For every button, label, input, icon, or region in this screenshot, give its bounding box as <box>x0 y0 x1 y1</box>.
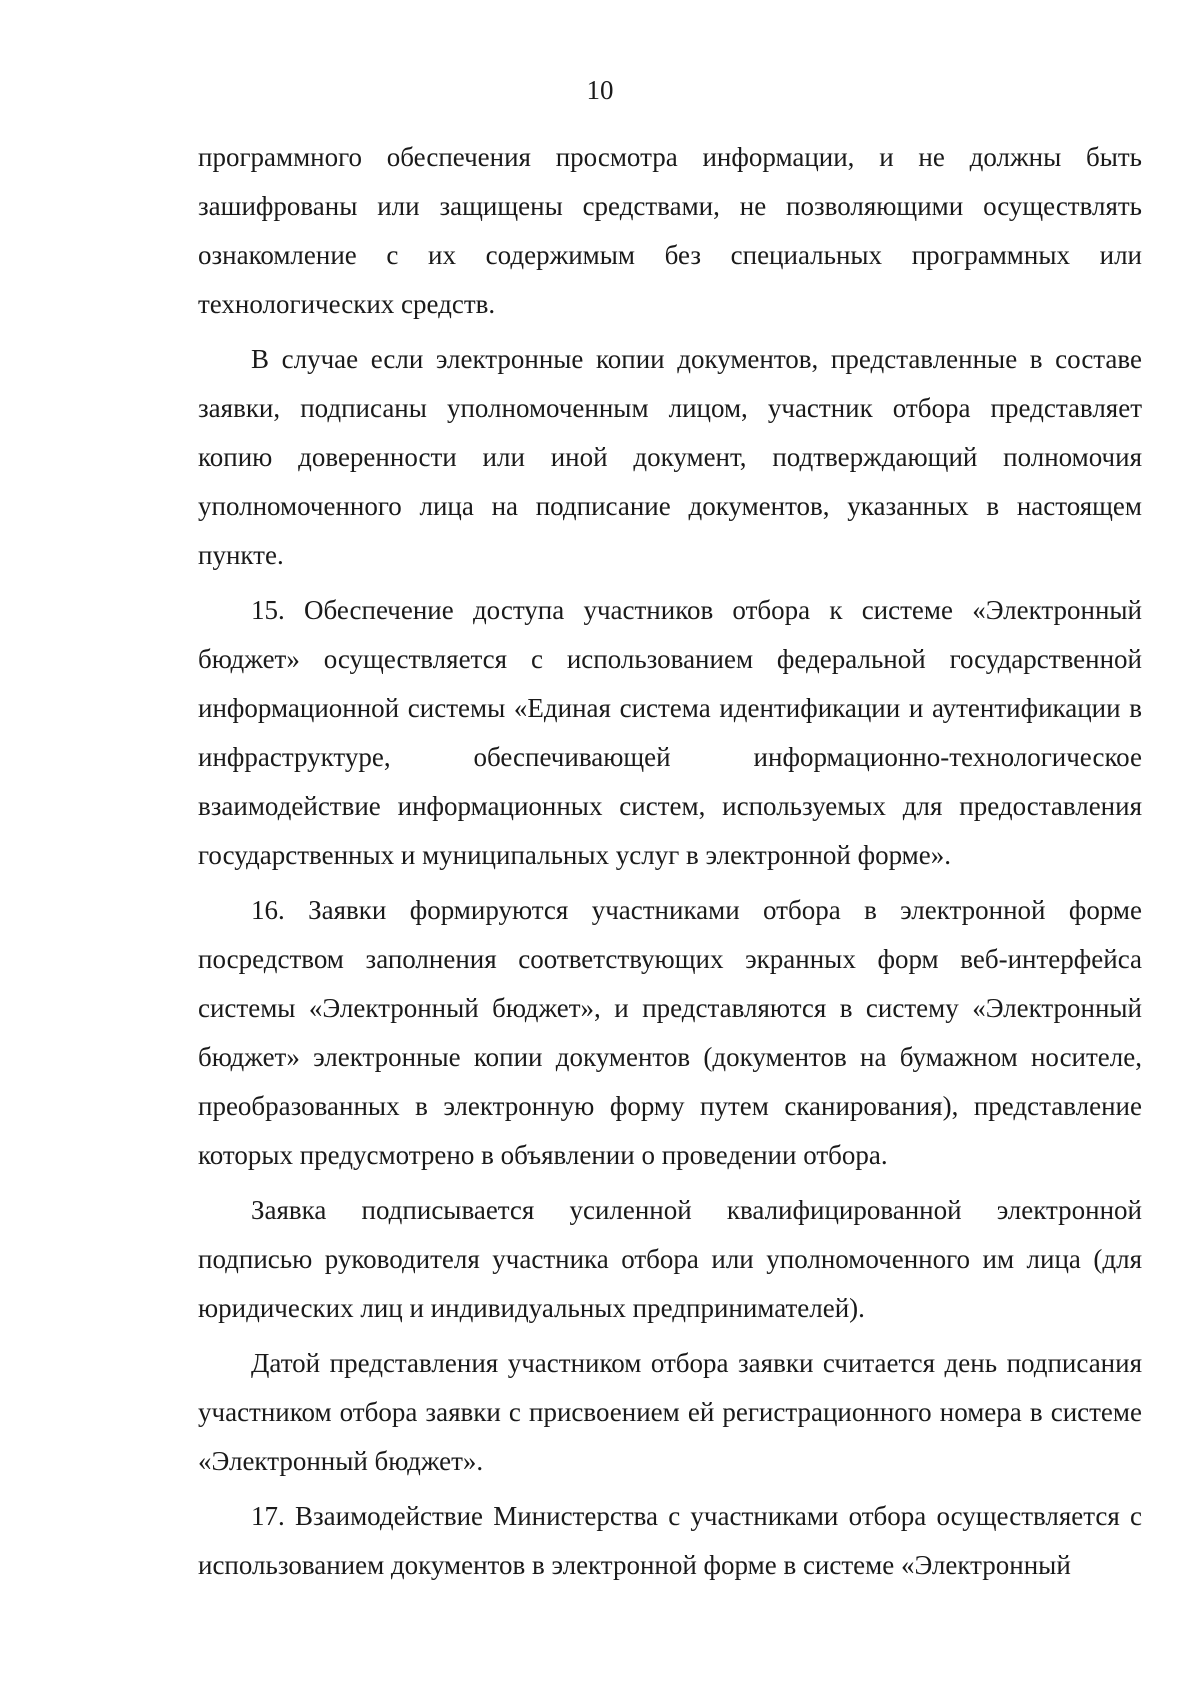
document-body <box>198 133 1142 1590</box>
paragraph-authorized-person: В случае если электронные копии документов, представленные в составе заявки, подписаны уполномоченным лицом, участник отбора представляет копию доверенности или иной документ, подтверждающий полномочия уполномоченного лица на подписание документов, указанных в настоящем пункте. <box>198 344 1142 570</box>
paragraph-clause-16: 16. Заявки формируются участниками отбора в электронной форме посредством заполнения соответствующих экранных форм веб-интерфейса системы «Электронный бюджет», и представляются в систему «Электронный бюджет» электронные копии документов (документов на бумажном носителе, преобразованных в электронную форму путем сканирования), представление которых предусмотрено в объявлении о проведении отбора. <box>198 895 1142 1170</box>
paragraph-submission-date: Датой представления участником отбора заявки считается день подписания участником отбора заявки с присвоением ей регистрационного номера в системе «Электронный бюджет». <box>198 1348 1142 1476</box>
paragraph-clause-15: 15. Обеспечение доступа участников отбора к системе «Электронный бюджет» осуществляется с использованием федеральной государственной информационной системы «Единая система идентификации и аутентификации в инфраструктуре, обеспечивающей информационно-технологическое взаимодействие информационных систем, используемых для предоставления государственных и муниципальных услуг в электронной форме». <box>198 595 1142 870</box>
paragraph-signature: Заявка подписывается усиленной квалифицированной электронной подписью руководителя участника отбора или уполномоченного им лица (для юридических лиц и индивидуальных предпринимателей). <box>198 1195 1142 1323</box>
page-number: 10 <box>586 75 614 105</box>
paragraph-clause-17: 17. Взаимодействие Министерства с участниками отбора осуществляется с использованием документов в электронной форме в системе «Электронный <box>198 1501 1142 1580</box>
paragraph-continuation: программного обеспечения просмотра информации, и не должны быть зашифрованы или защищены средствами, не позволяющими осуществлять ознакомление с их содержимым без специальных программных или технологических средств. <box>198 142 1142 319</box>
